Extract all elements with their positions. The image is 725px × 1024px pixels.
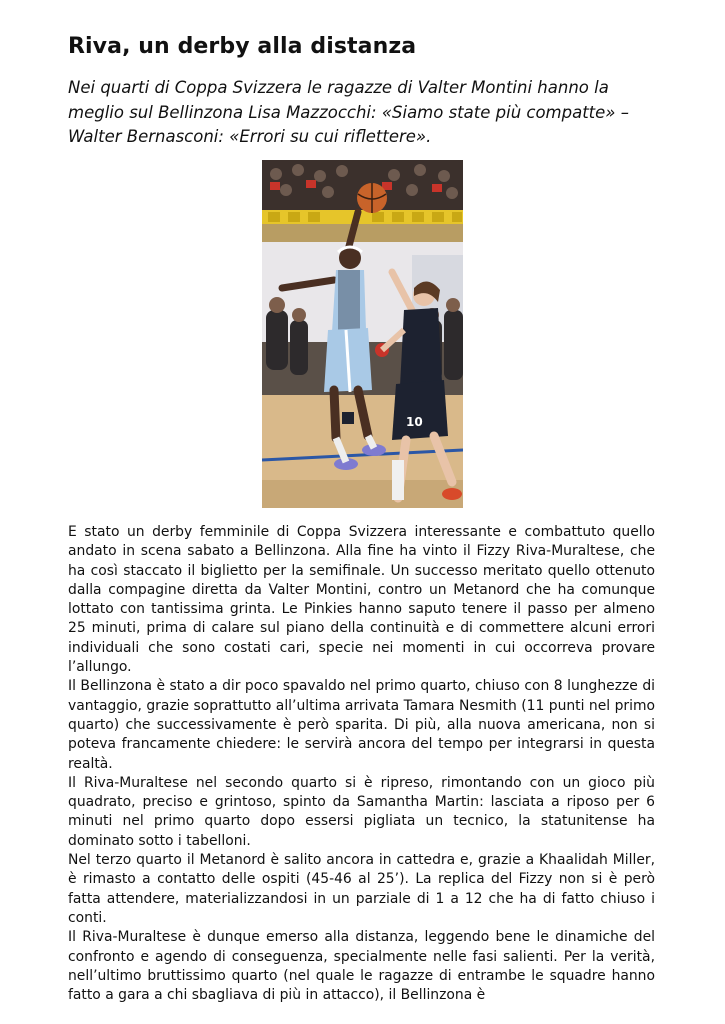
article-paragraph: E stato un derby femminile di Coppa Svizzera interessante e combattuto quello andato in scena sabato a Bellinzona. Alla fine ha vinto il Fizzy Riva-Muraltese, che ha così staccato il biglietto per la semifinale. Un successo meritato quello ottenuto dalla compagine diretta da Valter Montini, contro un Metanord che ha comunque lottato con tantissima grinta. Le Pinkies hanno saputo tenere il passo per almeno 25 minuti, prima di calare sul piano della continuità e di commettere alcuni errori individuali che sono costati cari, specie nei momenti in cui occorreva provare l’allungo. (68, 524, 655, 676)
article-paragraph: Il Riva-Muraltese è dunque emerso alla distanza, leggendo bene le dinamiche del confronto e agendo di conseguenza, specialmente nelle fasi salienti. Per la verità, nell’ultimo bruttissimo quarto (nel quale le ragazze di entrambe le squadre hanno fatto a gara a chi sbagliava di più in attacco), il Bellinzona è (68, 929, 655, 1004)
article-body (68, 523, 655, 1005)
article-title: Riva, un derby alla distanza (68, 34, 417, 59)
article-paragraph: Nel terzo quarto il Metanord è salito ancora in cattedra e, grazie a Khaalidah Miller, è rimasto a contatto delle ospiti (45-46 al 25’). La replica del Fizzy non si è però fatta attendere, materializzandosi in un parziale di 1 a 12 che ha di fatto chiuso i conti. (68, 852, 655, 926)
article-subtitle: Nei quarti di Coppa Svizzera le ragazze di Valter Montini hanno la meglio sul Bellinzona Lisa Mazzocchi: «Siamo state più compatte» – Walter Bernasconi: «Errori su cui riflettere». (68, 78, 629, 146)
basketball-photo-icon (262, 160, 463, 508)
article-paragraph: Il Bellinzona è stato a dir poco spavaldo nel primo quarto, chiuso con 8 lunghezze di vantaggio, grazie soprattutto all’ultima arrivata Tamara Nesmith (11 punti nel primo quarto) che successivamente è però sparita. Di più, alla nuova americana, non si poteva francamente chiedere: le servirà ancora del tempo per integrarsi in questa realtà. (68, 678, 655, 772)
jersey-number: 10 (406, 415, 423, 429)
article-paragraph: Il Riva-Muraltese nel secondo quarto si è ripreso, rimontando con un gioco più quadrato, preciso e grintoso, spinto da Samantha Martin: lasciata a riposo per 6 minuti nel primo quarto dopo essersi pigliata un tecnico, la statunitense ha dominato sotto i tabelloni. (68, 774, 655, 849)
